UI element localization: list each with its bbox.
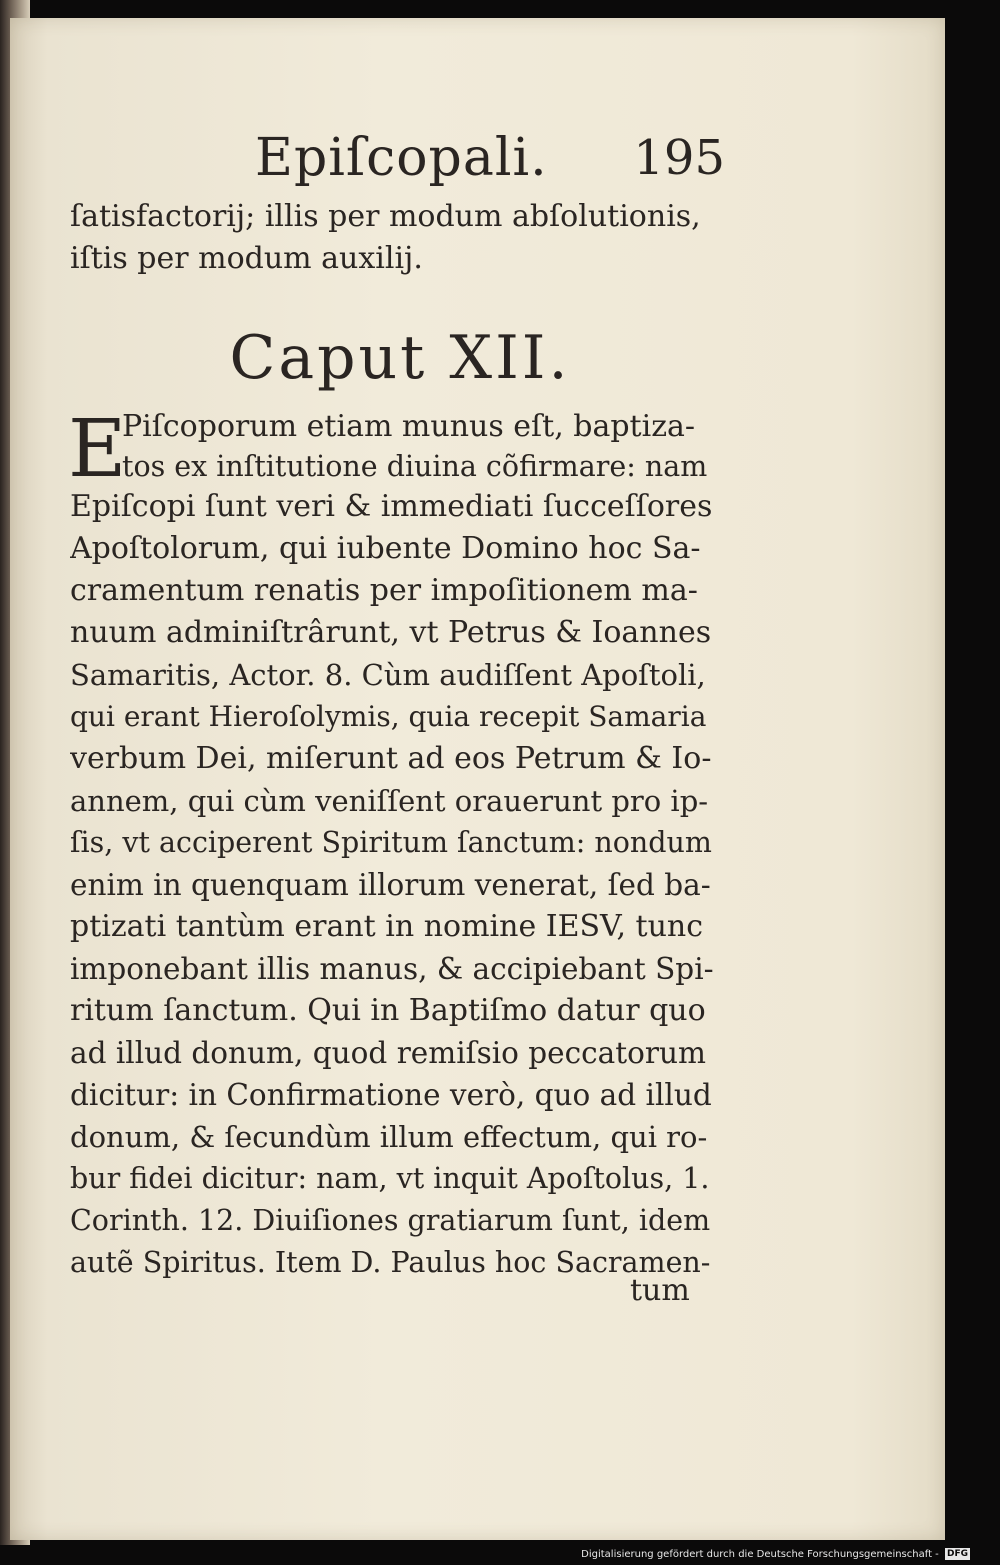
chapter-heading: Caput XII.	[229, 323, 571, 393]
body-line: annem, qui cùm veniſſent orauerunt pro ip-	[70, 784, 709, 818]
body-line: Epiſcopi ſunt veri & immediati ſucceſſores	[70, 489, 713, 524]
book-page	[10, 18, 945, 1540]
funding-credit-text: Digitalisierung gefördert durch die Deutsche Forschungsgemeinschaft -	[581, 1549, 939, 1560]
catchword: tum	[630, 1273, 690, 1308]
body-line: Apoſtolorum, qui iubente Domino hoc Sa-	[70, 531, 701, 566]
body-line: ad illud donum, quod remiſsio peccatorum	[70, 1036, 706, 1070]
running-head	[255, 123, 725, 193]
body-line: Piſcoporum etiam munus eſt, baptiza-	[122, 409, 696, 444]
body-line: Corinth. 12. Diuiſiones gratiarum ſunt, idem	[70, 1204, 711, 1237]
body-line: donum, & ſecundùm illum effectum, qui ro-	[70, 1120, 708, 1154]
body-line: ritum ſanctum. Qui in Baptiſmo datur quo	[70, 993, 706, 1028]
body-line: verbum Dei, miſerunt ad eos Petrum & Io-	[70, 741, 712, 776]
body-line: qui erant Hieroſolymis, quia recepit Samaria	[70, 700, 707, 733]
body-line: ptizati tantùm erant in nomine IESV, tunc	[70, 909, 704, 944]
body-line: dicitur: in Confirmatione verò, quo ad illud	[70, 1078, 712, 1112]
body-line: enim in quenquam illorum venerat, ſed ba-	[70, 868, 711, 902]
drop-cap: E	[68, 402, 127, 495]
body-line: imponebant illis manus, & accipiebant Spi-	[70, 952, 714, 986]
dfg-logo: DFG	[946, 1549, 968, 1559]
digitization-credit-footer	[0, 1545, 1000, 1565]
body-line: autẽ Spiritus. Item D. Paulus hoc Sacramen-	[70, 1246, 711, 1279]
carryover-line: ſatisfactorij; illis per modum abſolutionis,	[70, 199, 701, 234]
body-line: tos ex inſtitutione diuina cõfirmare: nam	[122, 450, 708, 483]
page-number: 195	[633, 130, 725, 186]
carryover-line: iſtis per modum auxilij.	[70, 241, 423, 276]
body-line: bur fidei dicitur: nam, vt inquit Apoſtolus, 1.	[70, 1162, 710, 1195]
body-line: cramentum renatis per impoſitionem ma-	[70, 573, 698, 608]
running-title: Epiſcopali.	[255, 128, 548, 188]
body-line: Samaritis, Actor. 8. Cùm audiſſent Apoſtoli,	[70, 658, 706, 692]
body-line: ſis, vt acciperent Spiritum ſanctum: nondum	[70, 826, 712, 859]
body-line: nuum adminiſtrârunt, vt Petrus & Ioannes	[70, 615, 712, 650]
